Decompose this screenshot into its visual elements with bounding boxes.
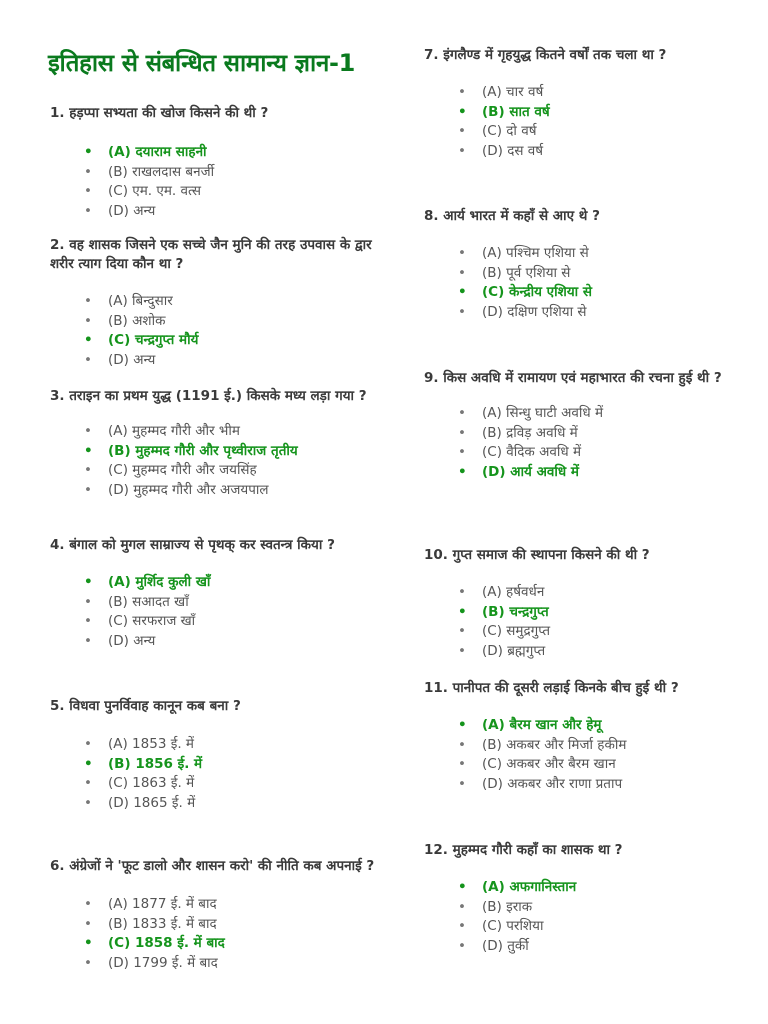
page-title: इतिहास से संबन्धित सामान्य ज्ञान-1 (48, 49, 356, 77)
option-d[interactable]: • (D) 1799 ई. में बाद (108, 954, 380, 974)
option-b[interactable]: • (B) पूर्व एशिया से (482, 264, 754, 284)
option-a[interactable]: • (A) पश्चिम एशिया से (482, 244, 754, 264)
options-list (424, 83, 754, 161)
option-d[interactable]: • (D) दक्षिण एशिया से (482, 303, 754, 323)
options-list (424, 244, 754, 322)
question-text: 11. पानीपत की दूसरी लड़ाई किनके बीच हुई थी ? (424, 680, 679, 696)
option-a[interactable]: • (A) मुर्शिद कुली खाँ (108, 573, 380, 593)
option-c[interactable]: • (C) मुहम्मद गौरी और जयसिंह (108, 461, 380, 481)
question-text: 12. मुहम्मद गौरी कहाँ का शासक था ? (424, 842, 623, 858)
option-b[interactable]: • (B) अकबर और मिर्जा हकीम (482, 736, 754, 756)
question-4 (50, 536, 380, 651)
option-b[interactable]: • (B) 1833 ई. में बाद (108, 915, 380, 935)
option-b[interactable]: • (B) सआदत खाँ (108, 593, 380, 613)
question-5 (50, 697, 380, 813)
question-text: 1. हड़प्पा सभ्यता की खोज किसने की थी ? (50, 105, 269, 121)
option-a[interactable]: • (A) बिन्दुसार (108, 292, 380, 312)
option-d[interactable]: • (D) ब्रह्मगुप्त (482, 642, 754, 662)
option-b[interactable]: • (B) 1856 ई. में (108, 755, 380, 775)
question-text: 5. विधवा पुनर्विवाह कानून कब बना ? (50, 698, 241, 714)
option-d[interactable]: • (D) अकबर और राणा प्रताप (482, 775, 754, 795)
options-list (50, 735, 380, 813)
option-c[interactable]: • (C) चन्द्रगुप्त मौर्य (108, 331, 380, 351)
question-8 (424, 207, 754, 322)
options-list (424, 878, 754, 956)
option-a[interactable]: • (A) 1877 ई. में बाद (108, 895, 380, 915)
question-text: 10. गुप्त समाज की स्थापना किसने की थी ? (424, 547, 650, 563)
option-a[interactable]: • (A) अफगानिस्तान (482, 878, 754, 898)
option-c[interactable]: • (C) सरफराज खाँ (108, 612, 380, 632)
options-list (424, 404, 754, 482)
option-c[interactable]: • (C) वैदिक अवधि में (482, 443, 754, 463)
option-b[interactable]: • (B) राखलदास बनर्जी (108, 163, 380, 183)
question-6 (50, 857, 380, 973)
options-list (50, 422, 380, 500)
option-b[interactable]: • (B) चन्द्रगुप्त (482, 603, 754, 623)
option-d[interactable]: • (D) दस वर्ष (482, 142, 754, 162)
option-a[interactable]: • (A) 1853 ई. में (108, 735, 380, 755)
option-c[interactable]: • (C) केन्द्रीय एशिया से (482, 283, 754, 303)
option-d[interactable]: • (D) आर्य अवधि में (482, 463, 754, 483)
option-a[interactable]: • (A) मुहम्मद गौरी और भीम (108, 422, 380, 442)
question-1 (50, 104, 380, 221)
question-text: 2. वह शासक जिसने एक सच्चे जैन मुनि की तरह उपवास के द्वार शरीर त्याग दिया कौन था ? (50, 237, 372, 272)
option-a[interactable]: • (A) चार वर्ष (482, 83, 754, 103)
option-b[interactable]: • (B) द्रविड़ अवधि में (482, 424, 754, 444)
question-text: 6. अंग्रेजों ने 'फूट डालो और शासन करो' की नीति कब अपनाई ? (50, 858, 375, 874)
option-a[interactable]: • (A) बैरम खान और हेमू (482, 716, 754, 736)
options-list (50, 143, 380, 221)
options-list (424, 583, 754, 661)
question-10 (424, 546, 754, 661)
option-a[interactable]: • (A) दयाराम साहनी (108, 143, 380, 163)
option-c[interactable]: • (C) परशिया (482, 917, 754, 937)
option-b[interactable]: • (B) मुहम्मद गौरी और पृथ्वीराज तृतीय (108, 442, 380, 462)
option-c[interactable]: • (C) 1863 ई. में (108, 774, 380, 794)
option-d[interactable]: • (D) तुर्की (482, 937, 754, 957)
question-2 (50, 236, 380, 370)
option-b[interactable]: • (B) सात वर्ष (482, 103, 754, 123)
option-c[interactable]: • (C) अकबर और बैरम खान (482, 755, 754, 775)
question-3 (50, 387, 380, 500)
option-d[interactable]: • (D) अन्य (108, 351, 380, 371)
question-12 (424, 841, 754, 956)
option-c[interactable]: • (C) दो वर्ष (482, 122, 754, 142)
question-7 (424, 46, 754, 161)
options-list (50, 573, 380, 651)
option-c[interactable]: • (C) 1858 ई. में बाद (108, 934, 380, 954)
option-d[interactable]: • (D) 1865 ई. में (108, 794, 380, 814)
options-list (50, 292, 380, 370)
option-c[interactable]: • (C) समुद्रगुप्त (482, 622, 754, 642)
option-a[interactable]: • (A) सिन्धु घाटी अवधि में (482, 404, 754, 424)
question-9 (424, 369, 754, 482)
question-text: 3. तराइन का प्रथम युद्ध (1191 ई.) किसके मध्य लड़ा गया ? (50, 388, 367, 404)
question-text: 4. बंगाल को मुगल साम्राज्य से पृथक् कर स्वतन्त्र किया ? (50, 537, 335, 553)
options-list (50, 895, 380, 973)
question-text: 9. किस अवधि में रामायण एवं महाभारत की रचना हुई थी ? (424, 370, 722, 386)
question-text: 8. आर्य भारत में कहाँ से आए थे ? (424, 208, 600, 224)
option-d[interactable]: • (D) अन्य (108, 202, 380, 222)
option-b[interactable]: • (B) इराक (482, 898, 754, 918)
question-11 (424, 679, 754, 794)
option-b[interactable]: • (B) अशोक (108, 312, 380, 332)
option-a[interactable]: • (A) हर्षवर्धन (482, 583, 754, 603)
option-d[interactable]: • (D) अन्य (108, 632, 380, 652)
question-text: 7. इंगलैण्ड में गृहयुद्ध कितने वर्षों तक चला था ? (424, 47, 667, 63)
option-c[interactable]: • (C) एम. एम. वत्स (108, 182, 380, 202)
options-list (424, 716, 754, 794)
option-d[interactable]: • (D) मुहम्मद गौरी और अजयपाल (108, 481, 380, 501)
